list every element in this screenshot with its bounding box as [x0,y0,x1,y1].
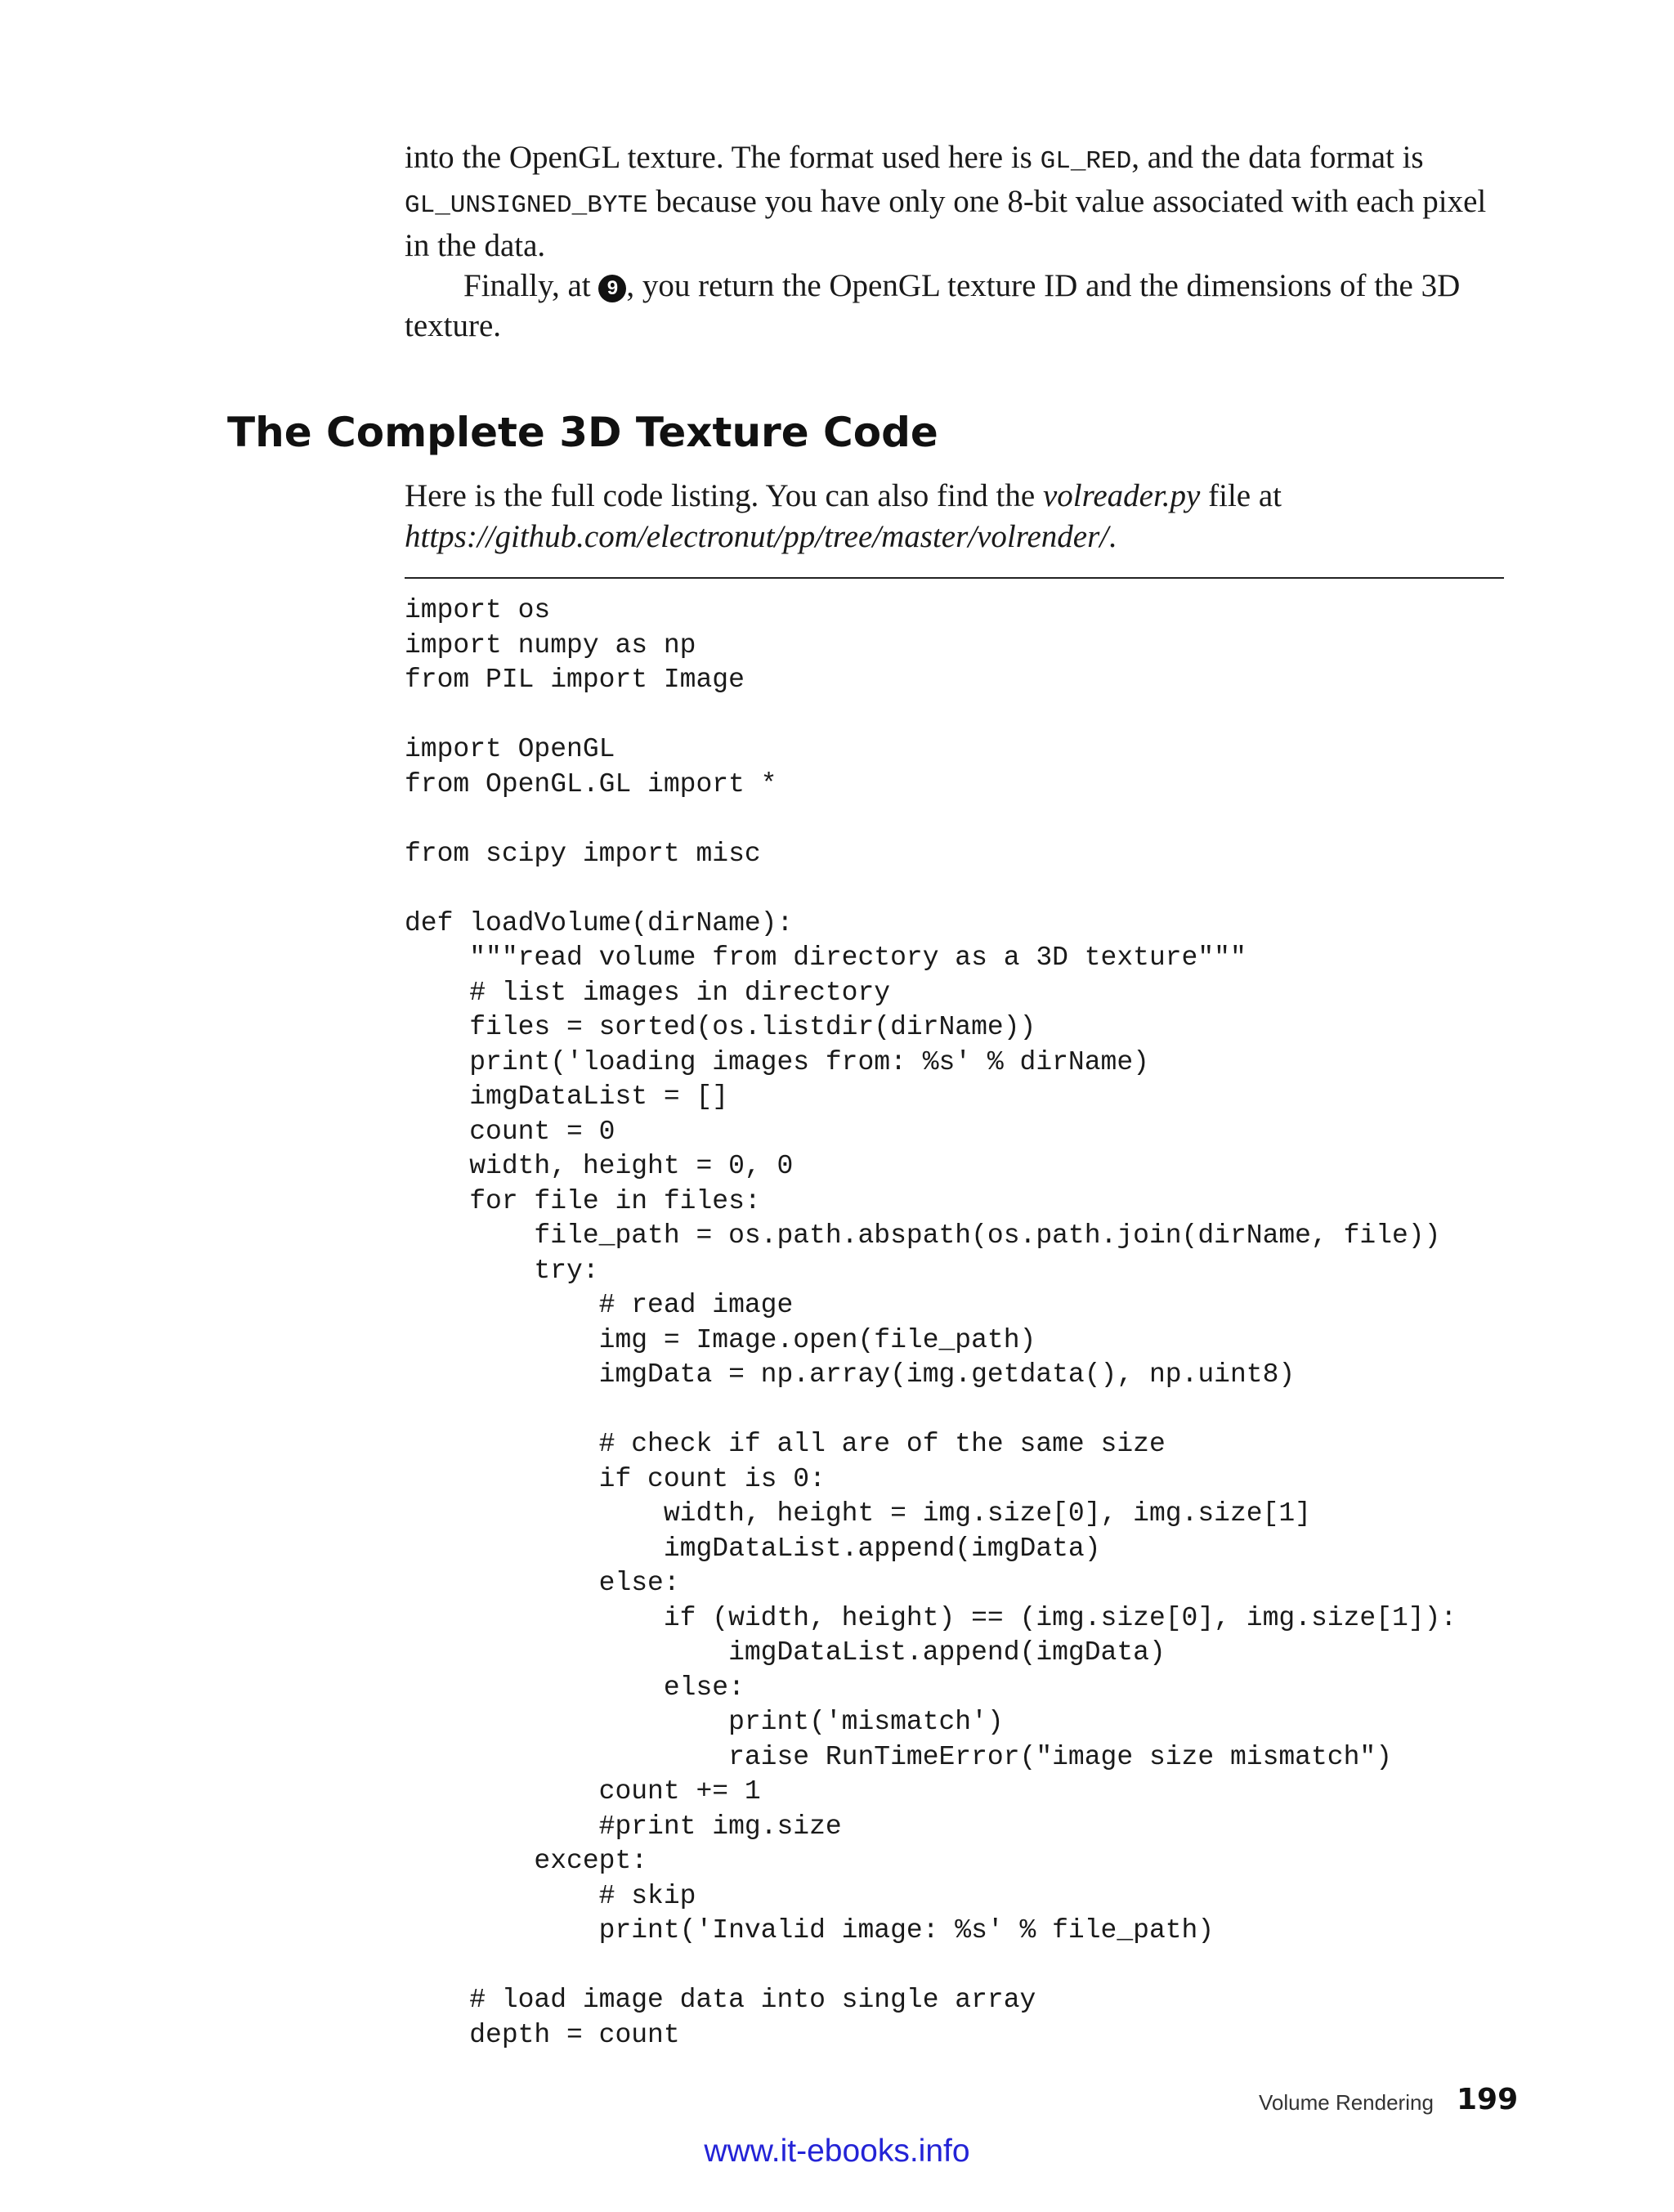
file-name: volreader.py [1042,478,1201,513]
inline-code-gl-red: GL_RED [1040,147,1132,176]
code-listing: import os import numpy as np from PIL import Image import OpenGL from OpenGL.GL import * from scipy import misc def loadVolume(dirName): """read volume from directory as a 3D texture""" # list images in directory files = sorted(os.listdir(dirName)) print('loading images from: %s' % dirName) imgDataList = [] count = 0 width, height = 0, 0 for file in files: file_path = os.path.abspath(os.path.join(dirName, file)) try: # read image img = Image.open(file_path) imgData = np.array(img.getdata(), np.uint8) # check if all are of the same size if count is 0: width, height = img.size[0], img.size[1] imgDataList.append(imgData) else: if (width, height) == (img.size[0], img.size[1]): imgDataList.append(imgData) else: print('mismatch') raise RunTimeError("image size mismatch") count += 1 #print img.size except: # skip print('Invalid image: %s' % file_path) # load image data into single array depth = count [405,595,1457,2050]
intro-text [405,137,1504,346]
lead-text-run: file at [1200,478,1282,513]
intro-paragraph-1 [405,137,1504,266]
section-heading: The Complete 3D Texture Code [227,409,938,456]
listing-top-rule [405,577,1504,579]
inline-code-gl-unsigned-byte: GL_UNSIGNED_BYTE [405,191,648,220]
repository-url: https://github.com/electronut/pp/tree/master/volrender/ [405,519,1109,554]
intro-paragraph-2 [405,266,1504,346]
lead-text-run: . [1108,519,1117,554]
intro-text-run: into the OpenGL texture. The format used here is [405,140,1041,175]
intro-text-run: because you have only one 8-bit value associated with each pixel in the data. [405,184,1487,263]
lead-text-run: Here is the full code listing. You can also find the [405,478,1043,513]
callout-number-9-icon: 9 [598,275,626,302]
watermark-link[interactable]: www.it-ebooks.info [704,2134,970,2169]
section-lead-paragraph [405,476,1504,557]
page-number: 199 [1457,2083,1519,2116]
intro-text-run: , you return the OpenGL texture ID and the dimensions of the 3D texture. [405,268,1461,343]
running-footer-chapter: Volume Rendering [1259,2090,1434,2115]
intro-text-run: , and the data format is [1131,140,1424,175]
intro-text-run: Finally, at [463,268,599,303]
